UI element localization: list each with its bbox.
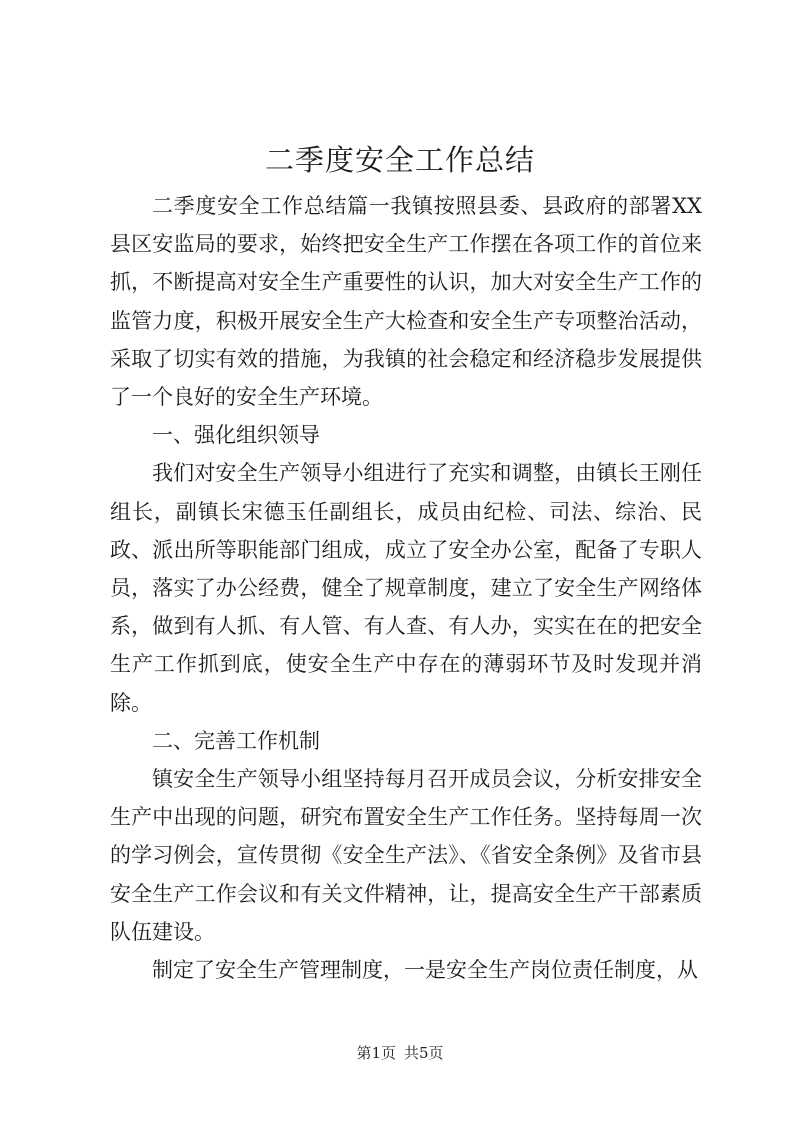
paragraph-mechanism: 镇安全生产领导小组坚持每月召开成员会议，分析安排安全生产中出现的问题，研究布置安全生产工作任务。坚持每周一次的学习例会，宣传贯彻《安全生产法》、《省安全条例》及省市县安全生产工作会议和有关文件精神，让，提高安全生产干部素质队伍建设。 (110, 767, 702, 944)
page-total: 共5页 (404, 1044, 444, 1062)
document-title: 二季度安全工作总结 (264, 143, 535, 177)
section-heading-1: 一、强化组织领导 (152, 423, 320, 448)
document-body (110, 187, 702, 989)
section-heading-2: 二、完善工作机制 (152, 728, 320, 753)
paragraph-intro: 二季度安全工作总结篇一我镇按照县委、县政府的部署XX县区安监局的要求，始终把安全生产工作摆在各项工作的首位来抓，不断提高对安全生产重要性的认识，加大对安全生产工作的监管力度，积极开展安全生产大检查和安全生产专项整治活动，采取了切实有效的措施，为我镇的社会稳定和经济稳步发展提供了一个良好的安全生产环境。 (110, 194, 702, 410)
paragraph-organization: 我们对安全生产领导小组进行了充实和调整，由镇长王刚任组长，副镇长宋德玉任副组长，成员由纪检、司法、综治、民政、派出所等职能部门组成，成立了安全办公室，配备了专职人员，落实了办公经费，健全了规章制度，建立了安全生产网络体系，做到有人抓、有人管、有人查、有人办，实实在在的把安全生产工作抓到底，使安全生产中存在的薄弱环节及时发现并消除。 (110, 461, 702, 715)
page-number: 第1页 (356, 1044, 396, 1062)
page-footer (0, 1043, 800, 1063)
paragraph-system: 制定了安全生产管理制度，一是安全生产岗位责任制度，从 (152, 958, 698, 983)
